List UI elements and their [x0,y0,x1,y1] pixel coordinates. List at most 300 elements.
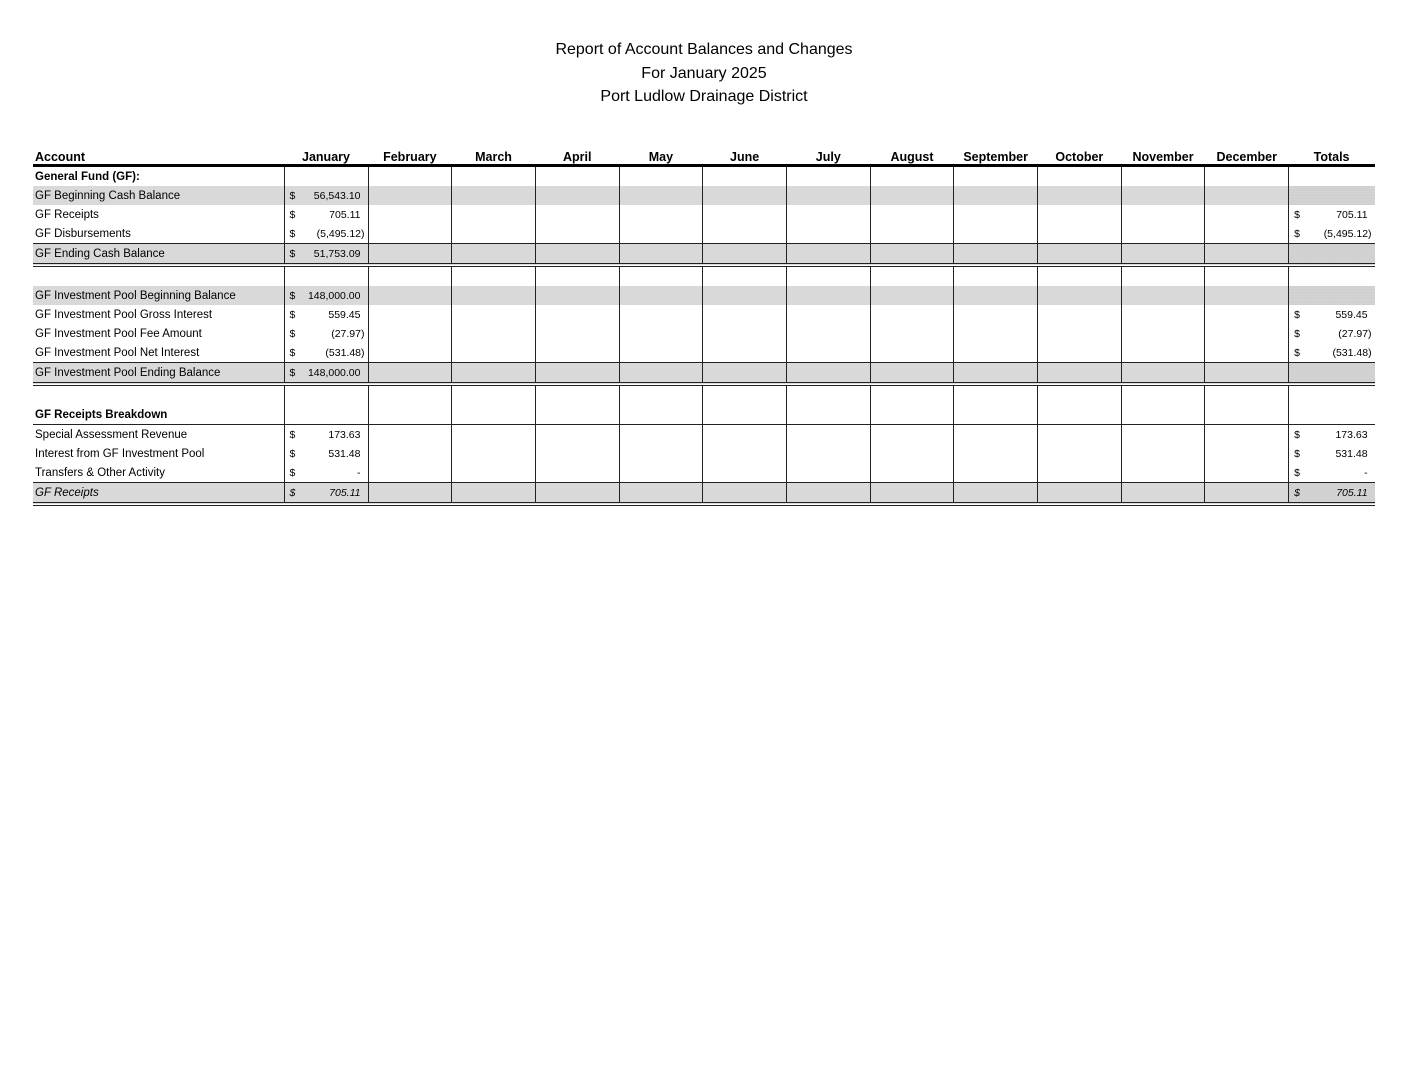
header-row [33,145,1375,166]
cell-august [870,343,954,363]
table-row [33,463,1375,483]
cell-december [1205,363,1289,385]
cell-may [619,343,703,363]
currency-symbol: $ [1294,428,1300,441]
account-label [33,384,284,405]
amount: (27.97) [1338,327,1372,340]
cell-totals [1289,463,1375,483]
cell-december [1205,384,1289,405]
amount: - [1364,466,1368,479]
cell-july [786,265,870,286]
cell-march [452,463,536,483]
amount: 531.48 [1335,447,1368,460]
cell-totals [1289,265,1375,286]
currency-symbol: $ [289,447,296,460]
cell-january [284,363,368,385]
cell-january [284,305,368,324]
table-row [33,384,1375,405]
cell-february [368,286,452,305]
currency-symbol: $ [289,289,296,302]
amount: (531.48) [1332,346,1372,359]
cell-august [870,324,954,343]
table-row [33,286,1375,305]
amount: 173.63 [1335,428,1368,441]
amount: 51,753.09 [313,247,361,260]
currency-symbol: $ [289,486,296,499]
cell-june [703,483,787,505]
cell-march [452,384,536,405]
cell-april [535,463,619,483]
cell-totals [1289,244,1375,266]
report-entity: Port Ludlow Drainage District [600,88,808,105]
cell-march [452,343,536,363]
cell-february [368,405,452,425]
account-label: GF Investment Pool Net Interest [33,343,284,363]
cell-totals [1289,363,1375,385]
cell-totals [1289,186,1375,205]
cell-totals [1289,343,1375,363]
cell-october [1038,384,1122,405]
cell-march [452,405,536,425]
cell-july [786,324,870,343]
cell-november [1121,186,1205,205]
table-row [33,244,1375,266]
cell-january [284,286,368,305]
account-label: GF Beginning Cash Balance [33,186,284,205]
cell-june [703,444,787,463]
cell-july [786,384,870,405]
account-label: General Fund (GF): [33,166,284,187]
amount: (27.97) [331,327,365,340]
cell-april [535,384,619,405]
table-row [33,305,1375,324]
cell-june [703,463,787,483]
currency-symbol: $ [1294,486,1300,499]
cell-october [1038,265,1122,286]
cell-february [368,265,452,286]
currency-symbol: $ [289,247,296,260]
cell-january [284,483,368,505]
cell-january [284,463,368,483]
cell-april [535,363,619,385]
cell-february [368,343,452,363]
cell-may [619,363,703,385]
cell-october [1038,405,1122,425]
cell-totals [1289,305,1375,324]
cell-october [1038,166,1122,187]
cell-august [870,425,954,445]
cell-february [368,205,452,224]
cell-january [284,265,368,286]
cell-may [619,405,703,425]
cell-march [452,324,536,343]
cell-february [368,166,452,187]
cell-july [786,405,870,425]
cell-september [954,463,1038,483]
cell-september [954,324,1038,343]
cell-november [1121,224,1205,244]
amount: (5,495.12) [1323,227,1372,240]
cell-august [870,244,954,266]
currency-symbol: $ [289,346,296,359]
cell-april [535,166,619,187]
cell-august [870,286,954,305]
cell-february [368,363,452,385]
cell-august [870,265,954,286]
cell-february [368,463,452,483]
cell-september [954,405,1038,425]
amount: 531.48 [328,447,361,460]
cell-february [368,483,452,505]
cell-may [619,324,703,343]
column-header-november: November [1121,145,1205,166]
account-label: GF Receipts [33,483,284,505]
cell-september [954,363,1038,385]
cell-october [1038,343,1122,363]
cell-august [870,363,954,385]
cell-august [870,205,954,224]
cell-november [1121,384,1205,405]
cell-june [703,343,787,363]
account-label: Interest from GF Investment Pool [33,444,284,463]
account-label: GF Investment Pool Fee Amount [33,324,284,343]
currency-symbol: $ [1294,327,1300,340]
cell-october [1038,444,1122,463]
amount: 705.11 [329,486,361,499]
column-header-may: May [619,145,703,166]
cell-august [870,166,954,187]
cell-august [870,186,954,205]
cell-august [870,305,954,324]
currency-symbol: $ [1294,466,1300,479]
currency-symbol: $ [289,428,296,441]
cell-april [535,186,619,205]
cell-august [870,405,954,425]
column-header-totals: Totals [1289,145,1375,166]
cell-january [284,166,368,187]
cell-october [1038,363,1122,385]
cell-totals [1289,444,1375,463]
cell-totals [1289,483,1375,505]
table-row [33,343,1375,363]
account-label [33,265,284,286]
cell-december [1205,324,1289,343]
cell-june [703,224,787,244]
table-row [33,425,1375,445]
table-row [33,265,1375,286]
cell-october [1038,425,1122,445]
cell-may [619,205,703,224]
cell-july [786,186,870,205]
cell-may [619,265,703,286]
cell-december [1205,483,1289,505]
cell-february [368,305,452,324]
cell-december [1205,405,1289,425]
account-label: GF Disbursements [33,224,284,244]
cell-january [284,425,368,445]
cell-april [535,244,619,266]
cell-january [284,343,368,363]
cell-august [870,224,954,244]
cell-may [619,425,703,445]
cell-october [1038,286,1122,305]
cell-may [619,483,703,505]
cell-may [619,444,703,463]
cell-september [954,343,1038,363]
cell-june [703,186,787,205]
cell-september [954,305,1038,324]
cell-june [703,425,787,445]
amount: 148,000.00 [307,289,361,302]
cell-may [619,166,703,187]
cell-september [954,205,1038,224]
cell-february [368,224,452,244]
cell-october [1038,244,1122,266]
cell-may [619,244,703,266]
cell-december [1205,286,1289,305]
account-label: GF Receipts [33,205,284,224]
currency-symbol: $ [289,308,296,321]
cell-june [703,405,787,425]
cell-march [452,483,536,505]
cell-may [619,286,703,305]
cell-totals [1289,384,1375,405]
cell-july [786,244,870,266]
cell-july [786,483,870,505]
cell-february [368,324,452,343]
cell-october [1038,224,1122,244]
table-row [33,205,1375,224]
cell-totals [1289,405,1375,425]
cell-september [954,444,1038,463]
cell-totals [1289,224,1375,244]
currency-symbol: $ [289,366,296,379]
cell-december [1205,166,1289,187]
cell-june [703,205,787,224]
currency-symbol: $ [1294,447,1300,460]
cell-april [535,265,619,286]
cell-june [703,363,787,385]
cell-july [786,444,870,463]
amount: 705.11 [1336,486,1368,499]
cell-november [1121,483,1205,505]
cell-april [535,305,619,324]
cell-february [368,244,452,266]
amount: 559.45 [1335,308,1368,321]
cell-totals [1289,324,1375,343]
cell-january [284,205,368,224]
cell-october [1038,483,1122,505]
cell-march [452,265,536,286]
cell-totals [1289,286,1375,305]
cell-december [1205,463,1289,483]
cell-june [703,166,787,187]
cell-march [452,224,536,244]
cell-march [452,286,536,305]
cell-july [786,224,870,244]
cell-september [954,224,1038,244]
cell-july [786,166,870,187]
currency-symbol: $ [1294,308,1300,321]
table-row [33,186,1375,205]
cell-march [452,205,536,224]
cell-january [284,324,368,343]
column-header-september: September [954,145,1038,166]
column-header-february: February [368,145,452,166]
account-label: GF Ending Cash Balance [33,244,284,266]
cell-september [954,186,1038,205]
cell-april [535,205,619,224]
table-row [33,405,1375,425]
cell-march [452,305,536,324]
currency-symbol: $ [289,227,296,240]
account-label: GF Investment Pool Gross Interest [33,305,284,324]
cell-december [1205,425,1289,445]
cell-april [535,425,619,445]
cell-september [954,265,1038,286]
currency-symbol: $ [1294,346,1300,359]
currency-symbol: $ [289,189,296,202]
report-header [0,38,1408,109]
cell-december [1205,205,1289,224]
cell-october [1038,463,1122,483]
amount: 705.11 [1336,208,1368,221]
cell-totals [1289,166,1375,187]
cell-february [368,186,452,205]
cell-november [1121,363,1205,385]
cell-july [786,363,870,385]
column-header-april: April [535,145,619,166]
currency-symbol: $ [1294,208,1300,221]
cell-august [870,444,954,463]
cell-march [452,444,536,463]
cell-june [703,384,787,405]
cell-february [368,425,452,445]
cell-august [870,483,954,505]
amount: (531.48) [325,346,365,359]
column-header-january: January [284,145,368,166]
amount: 148,000.00 [307,366,361,379]
cell-march [452,244,536,266]
cell-april [535,444,619,463]
cell-february [368,384,452,405]
cell-december [1205,186,1289,205]
cell-totals [1289,425,1375,445]
cell-january [284,384,368,405]
account-label: GF Receipts Breakdown [33,405,284,425]
table-row [33,363,1375,385]
cell-october [1038,305,1122,324]
cell-september [954,166,1038,187]
column-header-june: June [703,145,787,166]
cell-november [1121,205,1205,224]
cell-may [619,224,703,244]
cell-june [703,244,787,266]
amount: 705.11 [329,208,361,221]
cell-december [1205,224,1289,244]
amount: - [357,466,361,479]
cell-november [1121,286,1205,305]
cell-september [954,425,1038,445]
cell-april [535,405,619,425]
cell-november [1121,166,1205,187]
cell-april [535,286,619,305]
cell-november [1121,405,1205,425]
currency-symbol: $ [289,466,296,479]
cell-september [954,244,1038,266]
cell-july [786,425,870,445]
cell-may [619,463,703,483]
column-header-account: Account [33,145,284,166]
currency-symbol: $ [289,327,296,340]
cell-march [452,425,536,445]
cell-july [786,205,870,224]
account-label: Transfers & Other Activity [33,463,284,483]
cell-october [1038,186,1122,205]
cell-november [1121,343,1205,363]
cell-january [284,244,368,266]
cell-november [1121,463,1205,483]
cell-march [452,166,536,187]
currency-symbol: $ [289,208,296,221]
currency-symbol: $ [1294,227,1300,240]
cell-april [535,483,619,505]
cell-july [786,463,870,483]
cell-november [1121,305,1205,324]
cell-june [703,305,787,324]
cell-november [1121,244,1205,266]
cell-november [1121,265,1205,286]
cell-july [786,286,870,305]
amount: (5,495.12) [316,227,365,240]
cell-july [786,343,870,363]
cell-september [954,286,1038,305]
cell-december [1205,343,1289,363]
amount: 559.45 [328,308,361,321]
cell-april [535,324,619,343]
account-label: GF Investment Pool Ending Balance [33,363,284,385]
cell-may [619,384,703,405]
cell-may [619,305,703,324]
account-label: Special Assessment Revenue [33,425,284,445]
cell-october [1038,324,1122,343]
table-row [33,483,1375,505]
cell-january [284,224,368,244]
column-header-august: August [870,145,954,166]
account-label: GF Investment Pool Beginning Balance [33,286,284,305]
cell-september [954,483,1038,505]
cell-march [452,186,536,205]
column-header-october: October [1038,145,1122,166]
cell-june [703,286,787,305]
table-row [33,444,1375,463]
report-period: For January 2025 [641,64,767,82]
cell-december [1205,265,1289,286]
cell-february [368,444,452,463]
cell-december [1205,444,1289,463]
column-header-july: July [786,145,870,166]
cell-march [452,363,536,385]
cell-january [284,405,368,425]
table-row [33,166,1375,187]
account-balances-table [33,145,1375,506]
cell-may [619,186,703,205]
cell-november [1121,425,1205,445]
cell-april [535,343,619,363]
cell-january [284,186,368,205]
cell-december [1205,305,1289,324]
report-title: Report of Account Balances and Changes [555,41,853,58]
